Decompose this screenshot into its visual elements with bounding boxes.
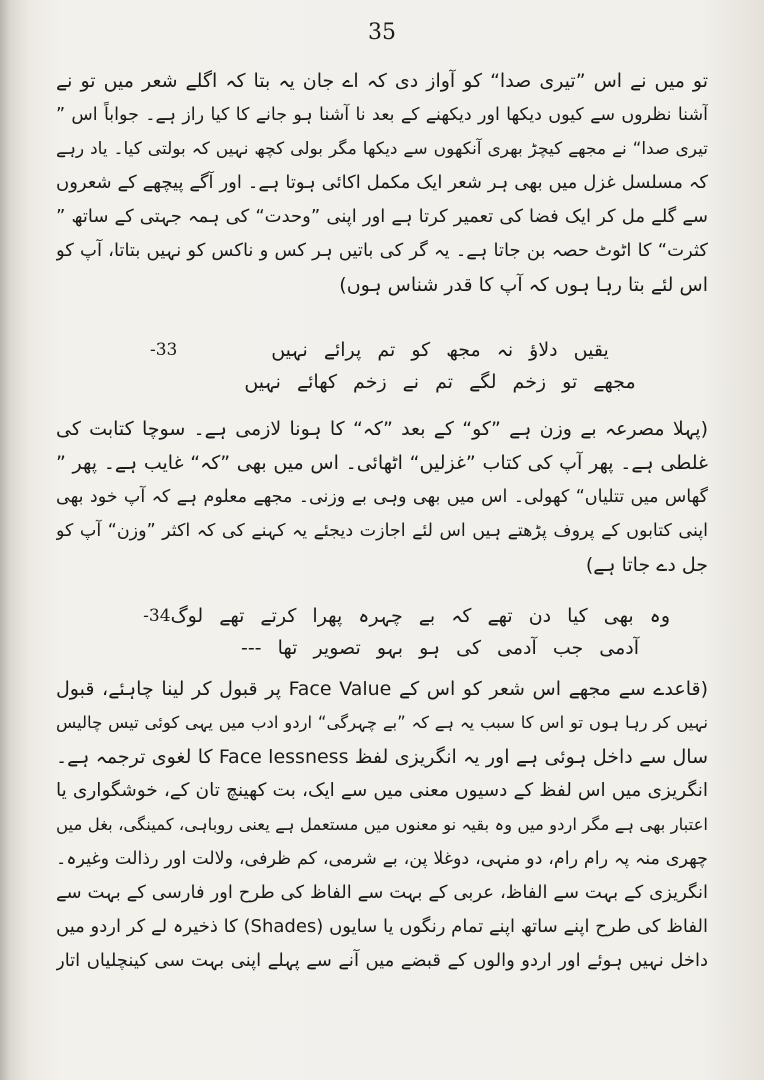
page-number: 35 [368,20,396,45]
verse-line: یقیں دلاؤ نہ مجھ کو تم پرائے نہیں [271,339,609,361]
couplet-row [150,334,670,366]
couplet-34 [143,600,670,664]
text-line: داخل نہیں ہوئے اور اردو والوں کے قبضے میں آنے سے پہلے اپنی بہت سی کینچلیاں اتار [56,950,708,971]
couplet-row [150,632,670,664]
text-line: اس لئے بتا رہا ہوں کہ آپ کا قدر شناس ہوں) [339,274,708,296]
text-line: سال سے داخل ہوئی ہے اور یہ انگریزی لفظ Face lessness کا لغوی ترجمہ ہے۔ [56,746,708,768]
paragraph-1 [56,64,708,302]
couplet-33 [150,334,670,398]
text-line: نہیں کر رہا ہوں تو اس کا سبب یہ ہے کہ ”بے چہرگی“ اردو ادب میں یہی کوئی تیس چالیس [56,713,708,732]
verse-line: وہ بھی کیا دن تھے کہ بے چہرہ پھرا کرتے تھے لوگ [170,605,670,627]
paragraph-3 [56,672,708,978]
text-line: (پہلا مصرعہ بے وزن ہے ”کو“ کے بعد ”کہ“ کا ہونا لازمی ہے۔ سوچا کتابت کی [56,418,708,440]
text-line: گھاس میں تتلیاں“ کھولی۔ اس میں بھی وہی بے وزنی۔ مجھے معلوم ہے کہ آپ خود بھی [56,487,708,507]
text-line: اپنی کتابوں کے پروف پڑھتے ہیں اس لئے اجازت دیجئے یہ کہنے کی کہ اکثر ”وزن“ آپ کو [56,521,708,541]
verse-line: مجھے تو زخم لگے تم نے زخم کھائے نہیں [244,371,636,393]
text-line: اعتبار بھی ہے مگر اردو میں وہ بقیہ نو معنوں میں مستعمل ہے یعنی روباہی، کمینگی، بغل میں [56,815,708,834]
verse-number: -34 [143,606,171,626]
text-line: آشنا نظروں سے کیوں دیکھا اور دیکھنے کے بعد نا آشنا ہو جانے کا کیا راز ہے۔ جواباً اس ” [56,105,708,125]
verse-number: -33 [150,340,178,360]
paragraph-2 [56,412,708,582]
text-line: انگریزی کے بہت سے الفاظ، عربی کے بہت سے الفاظ کی طرح اور فارسی کے بہت سے [56,882,708,903]
text-line: تیری صدا“ نے مجھے کیچڑ بھری آنکھوں سے دیکھا مگر بولی کچھ نہیں کہ بولتی کیا۔ یاد رہے [56,139,708,159]
text-line: تو میں نے اس ”تیری صدا“ کو آواز دی کہ اے جان یہ بتا کہ اگلے شعر میں تو نے [56,70,708,92]
text-line: کہ مسلسل غزل میں بھی ہر شعر ایک مکمل اکائی ہوتا ہے۔ اور آگے پیچھے کے شعروں [56,172,708,193]
text-line: جل دے جاتا ہے) [585,554,708,576]
text-line: چھری منہ پہ رام رام، دو منہی، دوغلا پن، بے شرمی، کم ظرفی، ولالت اور رذالت وغیرہ۔ [56,849,708,869]
text-line: غلطی ہے۔ پھر آپ کی کتاب ”غزلیں“ اٹھائی۔ اس میں بھی ”کہ“ غایب ہے۔ پھر ” [56,452,708,474]
couplet-row [143,600,670,632]
text-line: کثرت“ کا اٹوٹ حصہ بن جاتا ہے۔ یہ گر کی باتیں ہر کس و ناکس کو نہیں بتاتا، آپ کو [56,240,708,261]
text-line: الفاظ کی طرح اپنے ساتھ اپنے تمام رنگوں یا سایوں (Shades) کا ذخیرہ لے کر اردو میں [56,916,708,937]
text-line: انگریزی میں اس لفظ کے دسیوں معنی میں سے ایک، بت کھینچ تان کے، خوشگواری یا [56,780,708,801]
couplet-row [150,366,670,398]
text-line: سے گلے مل کر ایک فضا کی تعمیر کرتا ہے اور اپنی ”وحدت“ کی ہمہ جہتی کے ساتھ ” [56,206,708,227]
text-line: (قاعدے سے مجھے اس شعر کو اس کے Face Value پر قبول کر لینا چاہئے، قبول [56,678,708,700]
verse-line: آدمی جب آدمی کی ہو بہو تصویر تھا --- [240,637,640,659]
